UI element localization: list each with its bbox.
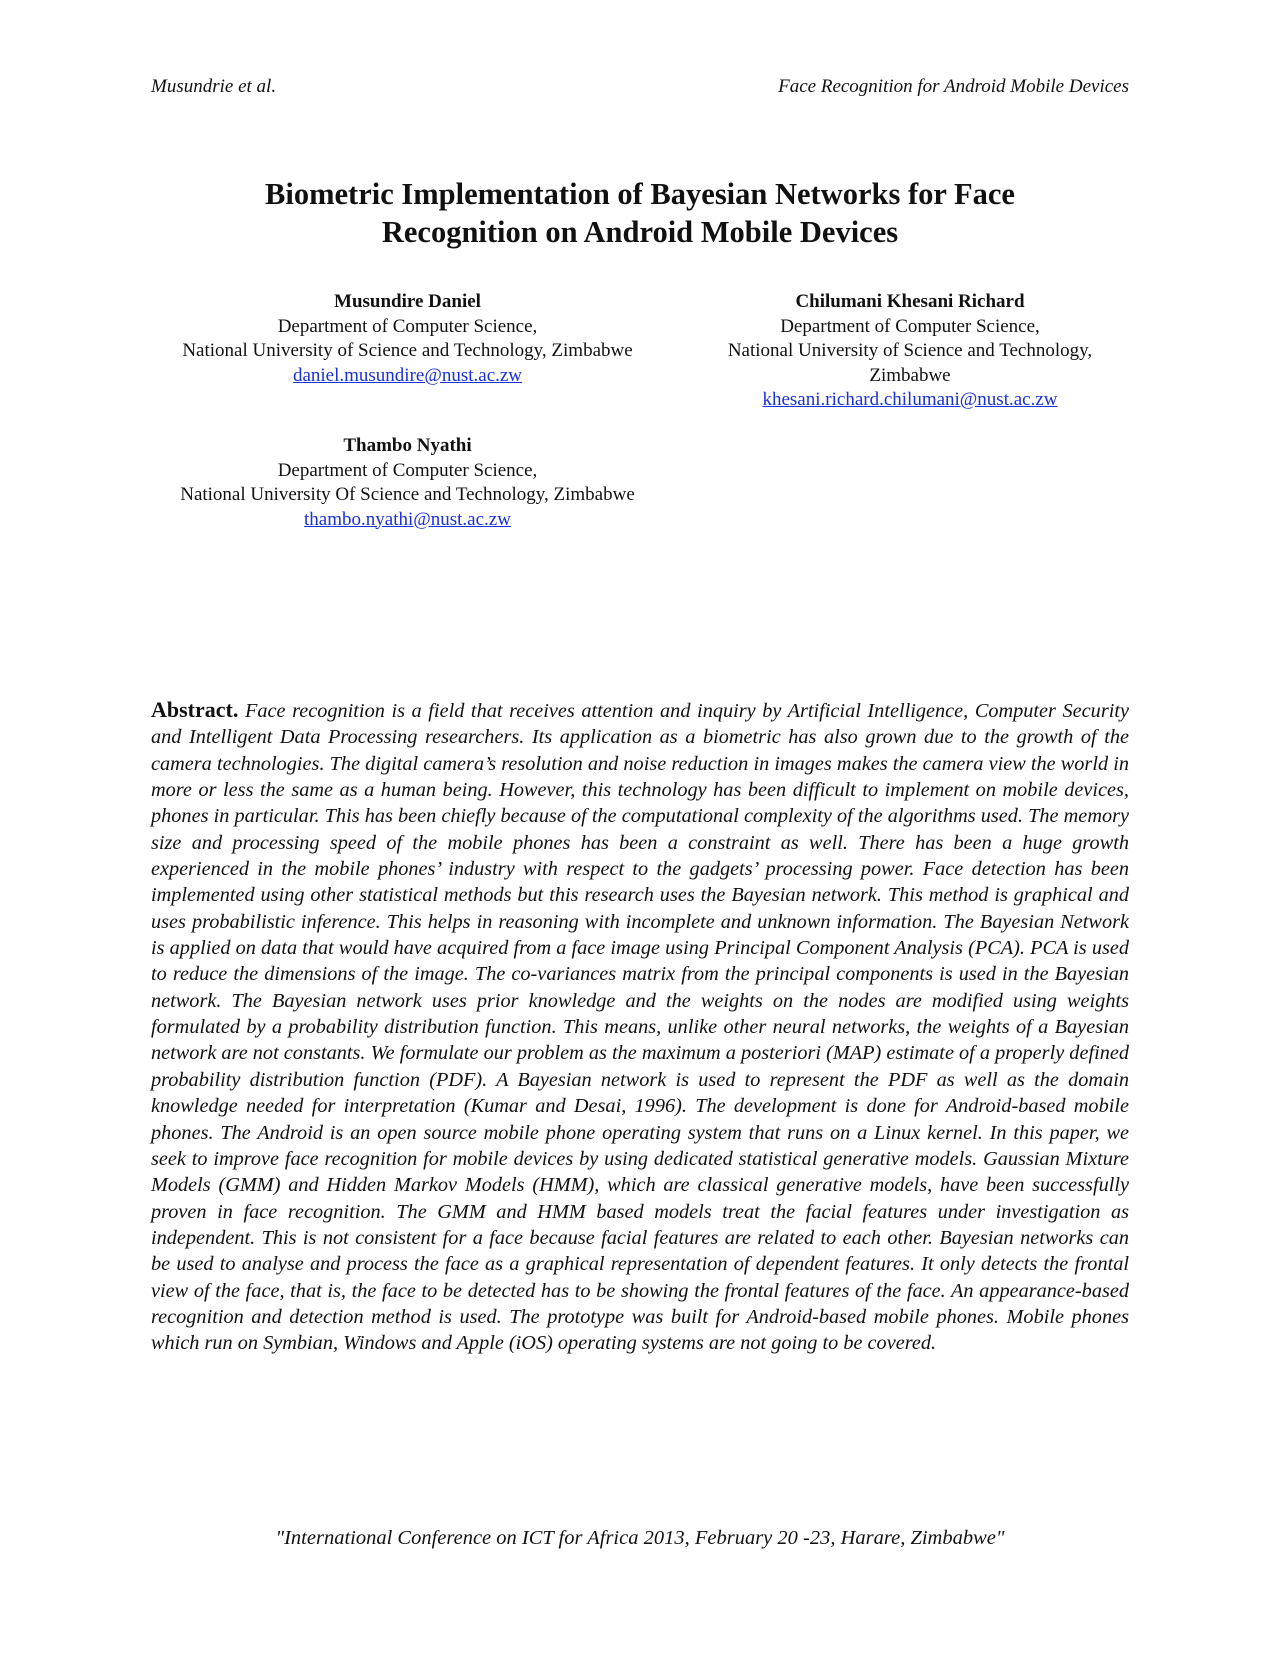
paper-title-line-2: Recognition on Android Mobile Devices bbox=[381, 215, 899, 249]
paper-title-line-1: Biometric Implementation of Bayesian Networks for Face bbox=[265, 177, 1015, 211]
conference-footer: "International Conference on ICT for Africa 2013, February 20 -23, Harare, Zimbabwe" bbox=[275, 1527, 1005, 1549]
author-department: Department of Computer Science, bbox=[277, 459, 538, 481]
author-name: Chilumani Khesani Richard bbox=[795, 291, 1025, 312]
running-header-authors: Musundrie et al. bbox=[151, 76, 277, 97]
author-country: Zimbabwe bbox=[869, 364, 951, 386]
abstract-label: Abstract. bbox=[151, 697, 239, 722]
author-email-link[interactable]: daniel.musundire@nust.ac.zw bbox=[292, 364, 523, 386]
author-name: Thambo Nyathi bbox=[343, 435, 472, 456]
author-department: Department of Computer Science, bbox=[780, 315, 1040, 337]
author-block-chilumani bbox=[690, 290, 1130, 413]
author-block-musundire bbox=[140, 290, 675, 388]
abstract-text: Face recognition is a field that receives attention and inquiry by Artificial Intelligence, Computer Security and Intelligent Data Processing researchers. Its application as a biometric has also grown due to the growth of the camera technologies. The digital camera’s resolution and noise reduction in images makes the camera view the world in more or less the same as a human being. However, this technology has been difficult to implement on mobile devices, phones in particular. This has been chiefly because of the computational complexity of the algorithms used. The memory size and processing speed of the mobile phones has been a constraint as well. There has been a huge growth experienced in the mobile phones’ industry with respect to the gadgets’ processing power. Face detection has been implemented using other statistical methods but this research uses the Bayesian network. This method is graphical and uses probabilistic inference. This helps in reasoning with incomplete and unknown information. The Bayesian Network is applied on data that would have acquired from a face image using Principal Component Analysis (PCA). PCA is used to reduce the dimensions of the image. The co-variances matrix from the principal components is used in the Bayesian network. The Bayesian network uses prior knowledge and the weights on the nodes are modified using weights formulated by a probability distribution function. This means, unlike other neural networks, the weights of a Bayesian network are not constants. We formulate our problem as the maximum a posteriori (MAP) estimate of a properly defined probability distribution function (PDF). A Bayesian network is used to represent the PDF as well as the domain knowledge needed for interpretation (Kumar and Desai, 1996). The development is done for Android-based mobile phones. The Android is an open source mobile phone operating system that runs on a Linux kernel. In this paper, we seek to improve face recognition for mobile devices by using dedicated statistical generative models. Gaussian Mixture Models (GMM) and Hidden Markov Models (HMM), which are classical generative models, have been successfully proven in face recognition. The GMM and HMM based models treat the facial features under investigation as independent. This is not consistent for a face because facial features are related to each other. Bayesian networks can be used to analyse and process the face as a graphical representation of dependent features. It only detects the frontal view of the face, that is, the face to be detected has to be showing the frontal features of the face. An appearance-based recognition and detection method is used. The prototype was built for Android-based mobile phones. Mobile phones which run on Symbian, Windows and Apple (iOS) operating systems are not going to be covered. bbox=[151, 700, 1129, 1355]
author-email-link[interactable]: khesani.richard.chilumani@nust.ac.zw bbox=[762, 389, 1058, 410]
author-affiliation: National University of Science and Technology, bbox=[727, 340, 1093, 361]
running-header-title: Face Recognition for Android Mobile Devices bbox=[778, 76, 1129, 97]
author-email-link[interactable]: thambo.nyathi@nust.ac.zw bbox=[304, 508, 511, 530]
paper-title bbox=[151, 175, 1129, 251]
author-affiliation: National University of Science and Technology, Zimbabwe bbox=[182, 340, 633, 361]
author-affiliation: National University Of Science and Technology, Zimbabwe bbox=[180, 484, 635, 505]
abstract bbox=[151, 697, 1129, 1357]
author-block-nyathi bbox=[140, 434, 675, 532]
author-name: Musundire Daniel bbox=[334, 291, 481, 312]
author-department: Department of Computer Science, bbox=[277, 315, 538, 337]
